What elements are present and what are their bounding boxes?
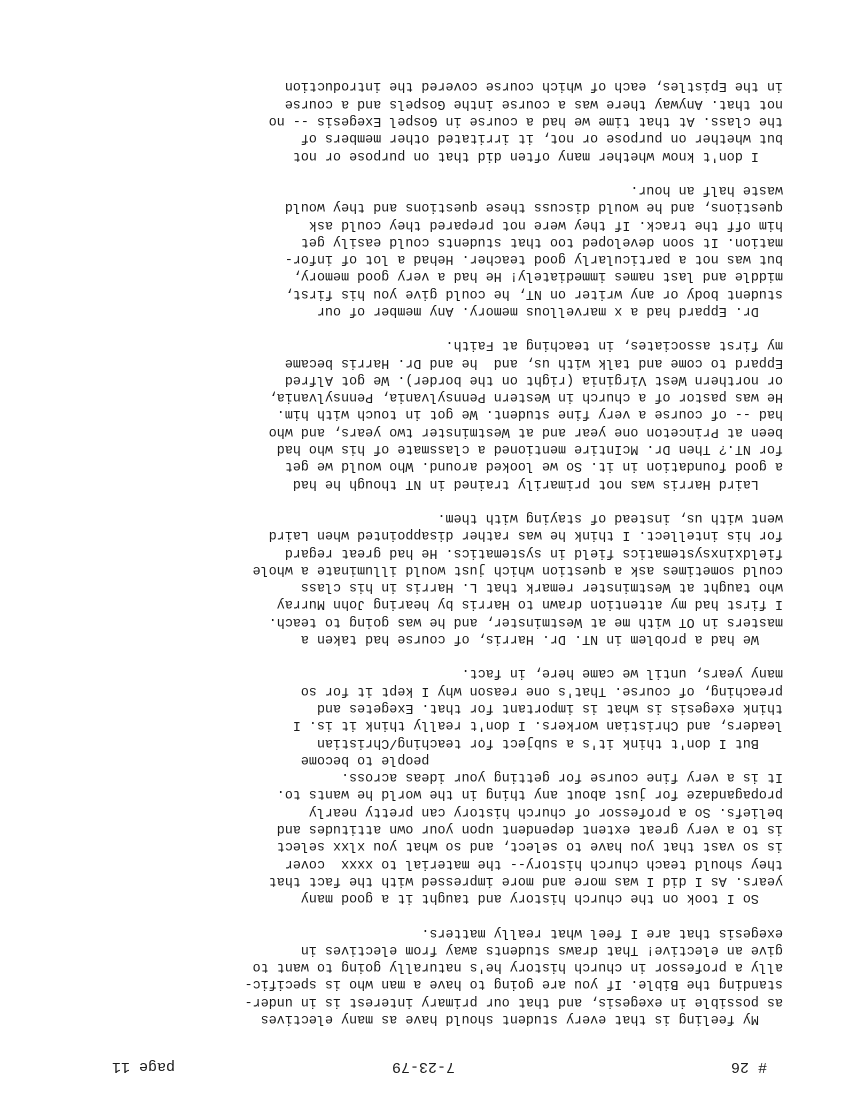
text-line: I don't know whether many often did that on purpose or not — [292, 147, 783, 163]
interview-number: # 26 — [730, 1058, 767, 1075]
text-line: It is a very fine course for getting your ideas across. — [341, 769, 783, 785]
text-line: student body or any writer on NT, he could give you his first, — [284, 285, 783, 301]
text-line: Eppard to come and talk with us, and he and Dr. Harris became — [284, 354, 783, 370]
text-line: a good foundation in it. So we looked around. Who would we get — [284, 458, 783, 474]
text-line: He was pastor of a church in Western Pennsylvania, Pennsylvania, — [268, 389, 783, 405]
page-header — [0, 1053, 843, 1075]
text-line: think exegesis is what is important for that. Exegetes and — [316, 699, 783, 715]
text-line: give an elective! That draws students away from electives in — [300, 941, 783, 957]
text-line: propagandaze for just about any thing in the world he wants to. — [276, 786, 783, 802]
text-line: So I took on the church history and taught it a good many — [300, 890, 783, 906]
text-line: mation. It soon developed too that students could easily get — [300, 233, 783, 249]
text-line: I first had my attention drawn to Harris by hearing John Murray — [276, 596, 783, 612]
text-line: but whether on purpose or not, it irritated other members of — [300, 130, 783, 146]
text-line: for NT.? Then Dr. McIntire mentioned a classmate of his who had — [276, 441, 783, 457]
text-line: not that. Anyway there was a course inthe Gospels and a course — [284, 95, 783, 111]
paragraph — [43, 181, 783, 319]
text-line: had -- of course a very fine student. We got in touch with him. — [276, 406, 783, 422]
text-line: My feeling is that every student should have as many electives — [260, 1011, 783, 1026]
text-line: Laird Harris was not primarily trained in NT though he had — [292, 475, 783, 491]
text-line: or northern West Virginia (right on the border). We got Alfred — [284, 371, 783, 387]
text-line: my first associates, in teaching at Faith. — [445, 337, 783, 353]
text-line: beliefs. So a professor of church history can pretty nearly — [308, 803, 783, 819]
paragraph — [43, 77, 783, 163]
text-line: as possible in exegesis, and that our primary interest is in under- — [244, 993, 783, 1009]
text-line: been at Princeton one year and at Westminster two years, and who — [268, 423, 783, 439]
text-line: Dr. Eppard had a x marvellous memory. Any member of our — [316, 303, 783, 319]
text-line: We had a problem in NT. Dr. Harris, of course had taken a — [300, 631, 783, 647]
text-line: standing the Bible. If you are going to have a man who is specific- — [244, 976, 783, 992]
text-line: exegesis that are I feel what really matters. — [421, 924, 783, 940]
text-line: the class. At that time we had a course in Gospel Exegesis -- no — [268, 113, 783, 129]
text-line: for his intellect. I think he was rather disappointed when Laird — [268, 527, 783, 543]
text-line: waste half an hour. — [630, 181, 783, 197]
text-line: fieldxinxsystematics field in systematics. He had great regard — [284, 544, 783, 560]
text-line: years. As I did I was more and more impressed with the fact that — [268, 872, 783, 888]
text-line: is so vast that you have to select, and so what you xlxx select — [276, 838, 783, 854]
text-line: ally a professor in church history he's naturally going to want to — [252, 959, 783, 975]
interview-date: 7-23-79 — [391, 1058, 455, 1075]
paragraph — [43, 664, 783, 906]
text-line: him off the track. If they were not prepared they could ask — [308, 216, 783, 232]
text-line: many years, until we came here, in fact. — [461, 665, 783, 681]
text-line: middle and last names immediately! He had a very good memory, — [292, 268, 783, 284]
text-line: questions, and he would discuss these questions and they would — [284, 199, 783, 215]
text-line: But I don't think it's a subject for teaching/Christian — [316, 734, 783, 750]
paragraph — [43, 923, 783, 1027]
text-line: they should teach church history-- the material to xxxx cover — [284, 855, 783, 871]
text-line: in the Epistles, each of which course covered the introduction — [284, 78, 783, 94]
text-line: could sometimes ask a question which just would illuminate a whole — [252, 561, 783, 577]
text-line: leaders, and Christian workers. I don't really think it is. I — [292, 717, 783, 733]
text-line: masters in OT with me at Westminster, and he was going to teach. — [268, 613, 783, 629]
text-line: is to a very great extent dependent upon your own attitudes and — [276, 821, 783, 837]
text-line: who taught at Westminster remark that L. Harris in his class — [300, 579, 783, 595]
document-body — [43, 60, 783, 1027]
text-line: but was not a particularly good teacher. Hehad a lot of infor- — [284, 251, 783, 267]
text-line: went with us, instead of staying with them. — [437, 509, 783, 525]
text-line: preaching, of course. That's one reason why I kept it for so — [300, 682, 783, 698]
text-line: people to become — [300, 751, 783, 767]
page-number: page 11 — [111, 1058, 175, 1075]
paragraph — [43, 336, 783, 492]
paragraph — [43, 509, 783, 647]
